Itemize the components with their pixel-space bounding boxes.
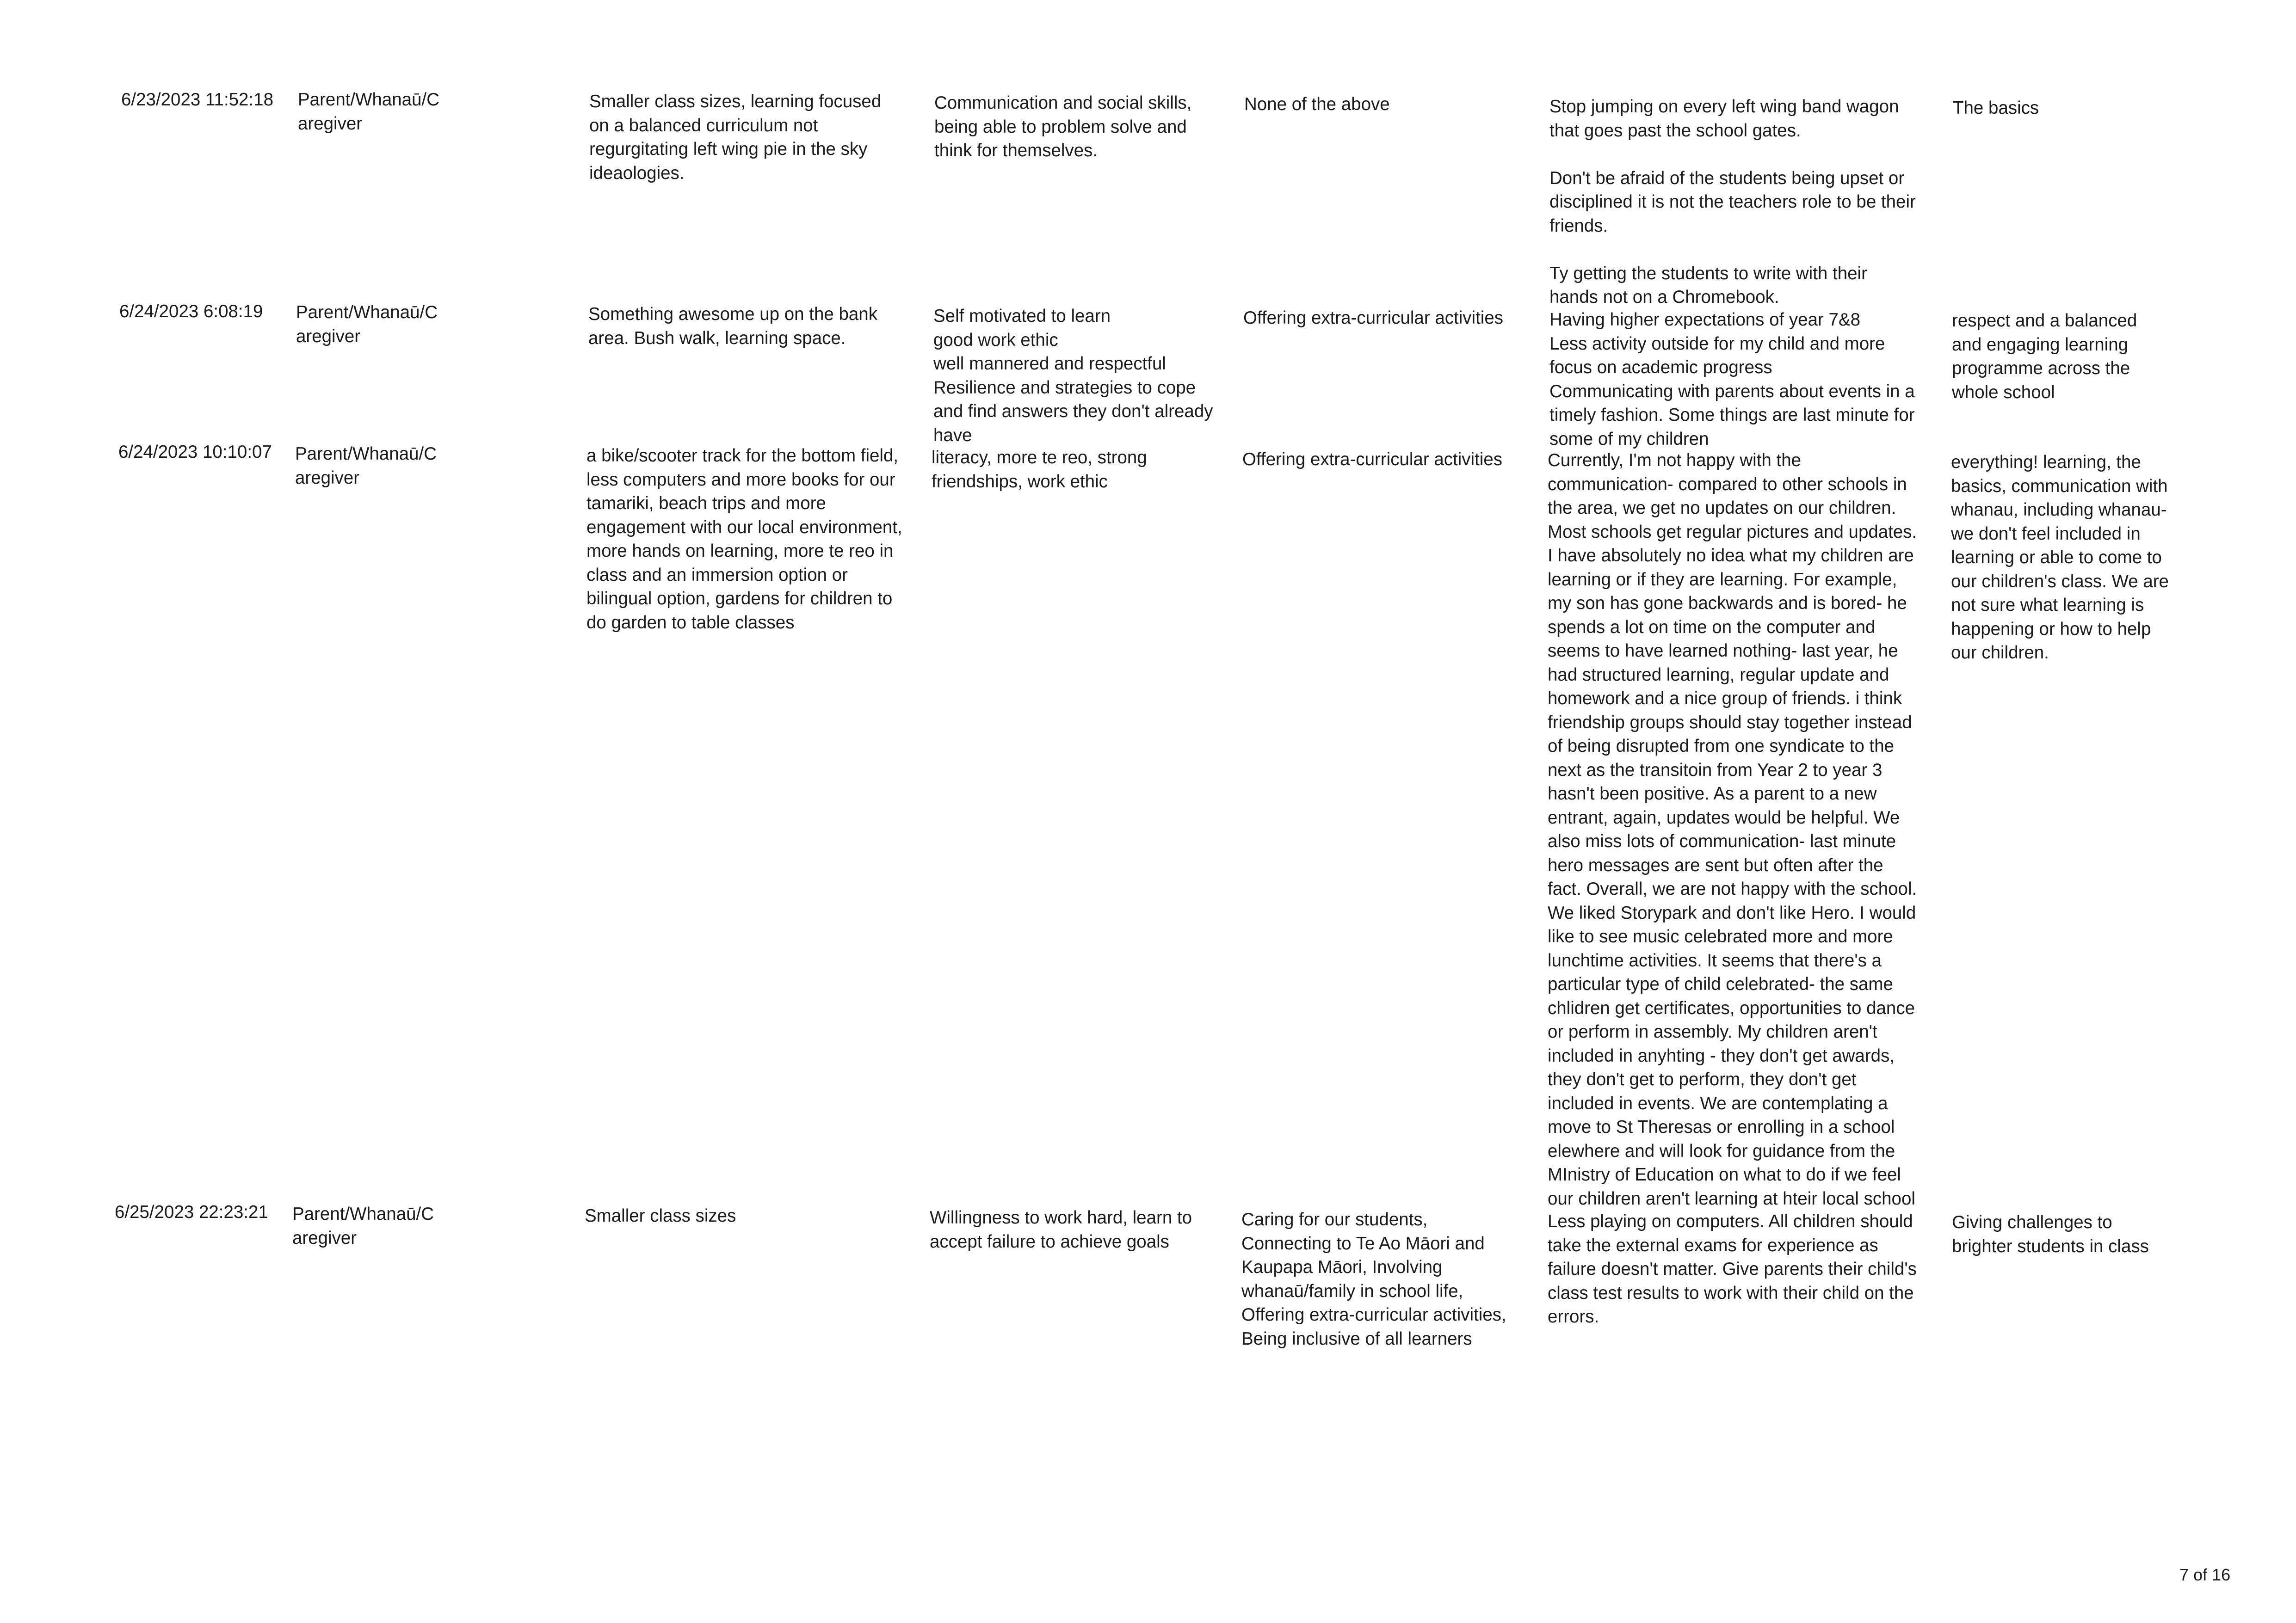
row4-improvements: Less playing on computers. All children should take the external exams for experience as failure doesn't matter. Give parents their child's class test results to work with their child on the errors.	[1548, 1211, 1917, 1327]
row4-role: Parent/Whanaū/C aregiver	[292, 1204, 434, 1248]
row3-improvements: Currently, I'm not happy with the communication- compared to other schools in the area, we get no updates on our children. Most schools get regular pictures and updates. I have absolutely no idea what my children are learning or if they are learning. For example, my son has gone backwards and is bored- he spends a lot on time on the computer and seems to have learned nothing- last year, he had structured learning, regular update and homework and a nice group of friends. i think friendship groups should stay together instead of being disrupted from one syndicate to the next as the transitoin from Year 2 to year 3 hasn't been positive. As a parent to a new entrant, again, updates would be helpful. We also miss lots of communication- last minute hero messages are sent but often after the fact. Overall, we are not happy with the school. We liked Storypark and don't like Hero. I would like to see music celebrated more and more lunchtime activities. It seems that there's a particular type of child celebrated- the same chlidren get certificates, opportunities to dance or perform in assembly. My children aren't included in anyhting - they don't get awards, they don't get to perform, they don't get included in events. We are contemplating a move to St Theresas or enrolling in a school elewhere and will look for guidance from the MInistry of Education on what to do if we feel our children aren't learning at hteir local school	[1548, 450, 1917, 1209]
row1-skills: Communication and social skills, being able to problem solve and think for themselves.	[934, 93, 1192, 160]
row4-timestamp: 6/25/2023 22:23:21	[115, 1202, 268, 1222]
row1-improvements: Stop jumping on every left wing band wagon that goes past the school gates. Don't be afraid of the students being upset or disciplined it is not the teachers role to be their friends. Ty getting the students to write with their hands not on a Chromebook.	[1549, 97, 1916, 307]
row4-skills: Willingness to work hard, learn to accept failure to achieve goals	[930, 1208, 1192, 1252]
page-number: 7 of 16	[2179, 1565, 2231, 1584]
row2-role: Parent/Whanaū/C aregiver	[296, 302, 438, 346]
row2-suggestion: Something awesome up on the bank area. Bush walk, learning space.	[588, 304, 877, 348]
row1-priorities: None of the above	[1244, 94, 1390, 114]
row2-skills: Self motivated to learn good work ethic well mannered and respectful Resilience and strategies to cope and find answers they don't already have	[933, 306, 1213, 445]
row4-focus: Giving challenges to brighter students in class	[1952, 1212, 2149, 1256]
row3-role: Parent/Whanaū/C aregiver	[295, 444, 437, 488]
row2-timestamp: 6/24/2023 6:08:19	[119, 301, 263, 321]
row1-role: Parent/Whanaū/C aregiver	[298, 90, 440, 134]
row4-suggestion: Smaller class sizes	[585, 1206, 736, 1226]
row3-priorities: Offering extra-curricular activities	[1242, 449, 1502, 469]
row1-suggestion: Smaller class sizes, learning focused on a balanced curriculum not regurgitating left wing pie in the sky ideaologies.	[589, 92, 882, 183]
row2-priorities: Offering extra-curricular activities	[1243, 308, 1503, 328]
row2-focus: respect and a balanced and engaging learning programme across the whole school	[1952, 311, 2137, 402]
row1-timestamp: 6/23/2023 11:52:18	[121, 90, 273, 110]
row3-suggestion: a bike/scooter track for the bottom field, less computers and more books for our tamariki, beach trips and more engagement with our local environment, more hands on learning, more te reo in class and an immersion option or bilingual option, gardens for children to do garden to table classes	[586, 446, 902, 633]
row3-focus: everything! learning, the basics, communication with whanau, including whanau- we don't feel included in learning or able to come to our children's class. We are not sure what learning is happening or how to help our children.	[1951, 452, 2169, 663]
row3-skills: literacy, more te reo, strong friendships, work ethic	[932, 448, 1147, 492]
row3-timestamp: 6/24/2023 10:10:07	[118, 442, 272, 462]
row4-priorities: Caring for our students, Connecting to Te Ao Māori and Kaupapa Māori, Involving whanaū/family in school life, Offering extra-curricular activities, Being inclusive of all learners	[1241, 1210, 1506, 1349]
row1-focus: The basics	[1953, 98, 2039, 118]
row2-improvements: Having higher expectations of year 7&8 Less activity outside for my child and more focus on academic progress Communicating with parents about events in a timely fashion. Some things are last minute for some of my children	[1549, 310, 1915, 449]
